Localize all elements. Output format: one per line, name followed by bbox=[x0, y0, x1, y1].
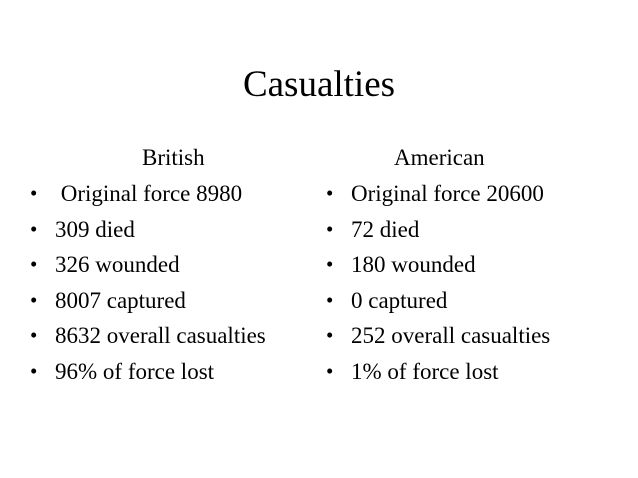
list-item bbox=[30, 176, 320, 212]
list-item-text: Original force 20600 bbox=[351, 181, 544, 206]
list-item-text: 8007 captured bbox=[55, 287, 186, 313]
list-item-text: 8632 overall casualties bbox=[55, 323, 266, 348]
list-item bbox=[326, 318, 616, 354]
bullet-icon: • bbox=[30, 323, 38, 347]
bullet-icon: • bbox=[30, 181, 38, 205]
american-column bbox=[326, 140, 616, 389]
slide-title: Casualties bbox=[242, 64, 396, 105]
list-item bbox=[30, 212, 320, 248]
bullet-icon: • bbox=[326, 323, 334, 347]
list-item bbox=[326, 354, 616, 390]
american-heading: American bbox=[394, 145, 485, 170]
british-column bbox=[30, 140, 320, 389]
list-item bbox=[326, 176, 616, 212]
bullet-icon: • bbox=[326, 252, 334, 276]
bullet-icon: • bbox=[30, 252, 38, 276]
list-item-text: 309 died bbox=[55, 216, 135, 242]
bullet-icon: • bbox=[30, 287, 38, 312]
british-list bbox=[30, 176, 320, 389]
bullet-icon: • bbox=[326, 358, 334, 383]
list-item bbox=[30, 354, 320, 390]
list-item-text: 326 wounded bbox=[55, 252, 180, 277]
list-item bbox=[326, 212, 616, 248]
list-item-text: Original force 8980 bbox=[55, 181, 243, 206]
list-item-text: 1% of force lost bbox=[351, 358, 499, 384]
list-item-text: 96% of force lost bbox=[55, 358, 215, 384]
bullet-icon: • bbox=[326, 216, 334, 241]
list-item bbox=[30, 247, 320, 283]
bullet-icon: • bbox=[326, 181, 334, 205]
list-item bbox=[326, 247, 616, 283]
list-item-text: 72 died bbox=[351, 216, 420, 242]
bullet-icon: • bbox=[30, 358, 38, 383]
american-list bbox=[326, 176, 616, 389]
british-heading: British bbox=[142, 145, 205, 170]
list-item-text: 252 overall casualties bbox=[351, 323, 551, 348]
list-item bbox=[30, 318, 320, 354]
list-item-text: 180 wounded bbox=[351, 252, 476, 277]
bullet-icon: • bbox=[326, 287, 334, 312]
bullet-icon: • bbox=[30, 216, 38, 241]
list-item bbox=[326, 283, 616, 319]
list-item-text: 0 captured bbox=[351, 287, 448, 313]
list-item bbox=[30, 283, 320, 319]
